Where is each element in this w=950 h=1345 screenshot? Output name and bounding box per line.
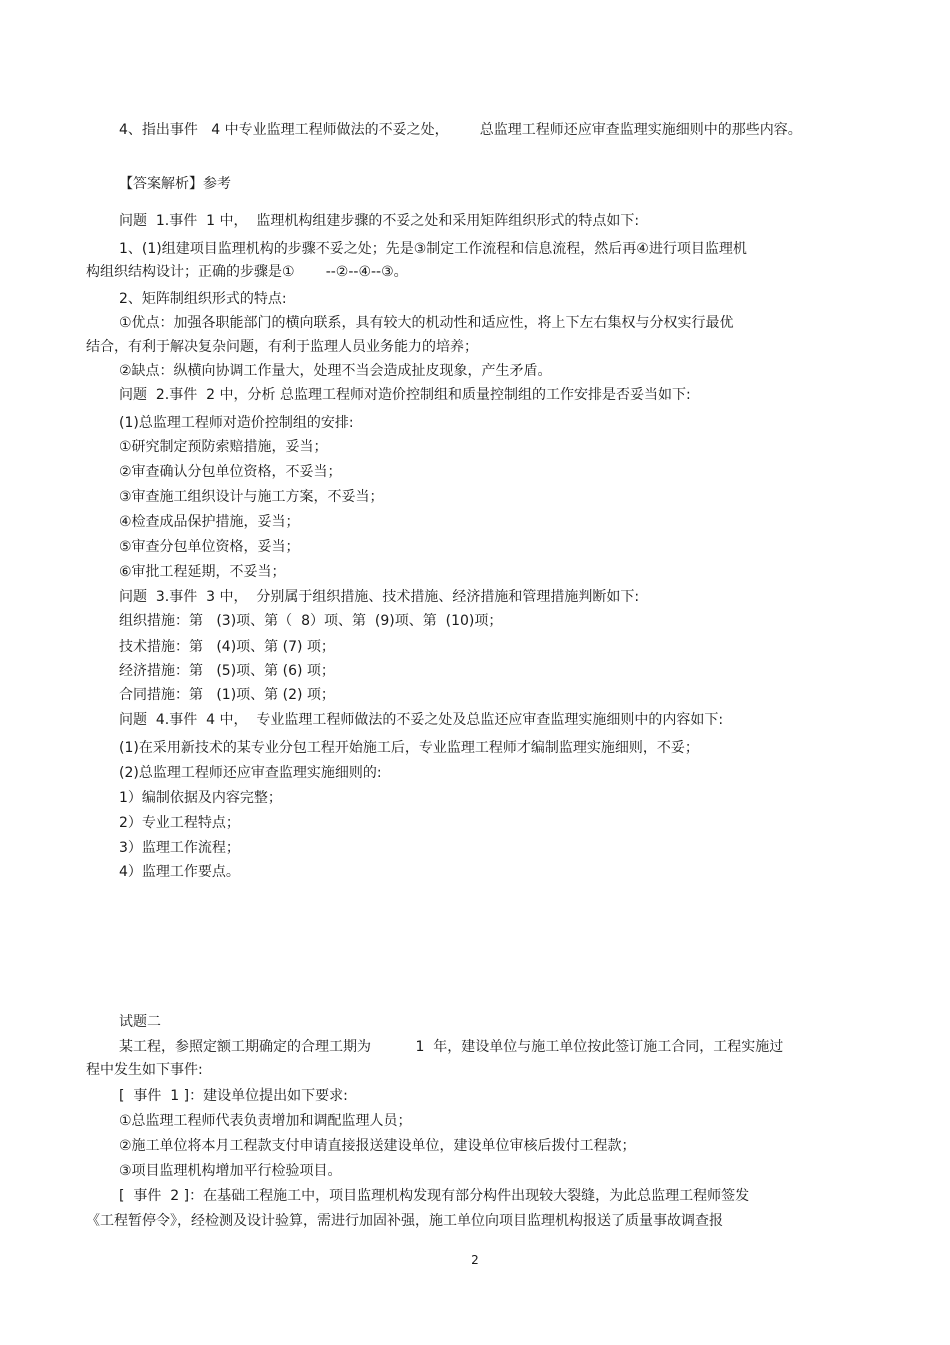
question-heading: 问题 1.事件 1 中， 监理机构组建步骤的不妥之处和采用矩阵组织形式的特点如下: [119, 213, 640, 229]
text-line: 2、矩阵制组织形式的特点: [119, 291, 287, 307]
list-item: 经济措施：第 (5)项、第 (6) 项； [119, 663, 335, 679]
list-item: ⑤审查分包单位资格，妥当； [119, 539, 300, 555]
text-line: 4、指出事件 4 中专业监理工程师做法的不妥之处， 总监理工程师还应审查监理实施细则中的那些内容。 [119, 122, 802, 138]
list-item: 2）专业工程特点； [119, 815, 240, 831]
list-item: ④检查成品保护措施，妥当； [119, 514, 300, 530]
text-line: ①优点：加强各职能部门的横向联系，具有较大的机动性和适应性，将上下左右集权与分权实行最优 [119, 315, 734, 331]
section-heading: 试题二 [119, 1014, 161, 1030]
list-item: ①总监理工程师代表负责增加和调配监理人员； [119, 1113, 412, 1129]
list-item: 1）编制依据及内容完整； [119, 790, 282, 806]
text-line: [ 事件 1 ]：建设单位提出如下要求: [119, 1088, 348, 1104]
list-item: ⑥审批工程延期，不妥当； [119, 564, 286, 580]
list-item: 3）监理工作流程； [119, 840, 240, 856]
text-line: 某工程，参照定额工期确定的合理工期为 1 年，建设单位与施工单位按此签订施工合同，工程实施过 [119, 1039, 784, 1055]
text-line: ②缺点：纵横向协调工作量大，处理不当会造成扯皮现象，产生矛盾。 [119, 363, 552, 379]
section-heading: 【答案解析】参考 [119, 176, 231, 192]
list-item: 组织措施：第 (3)项、第（ 8）项、第 (9)项、第 (10)项； [119, 613, 503, 629]
text-line: (2)总监理工程师还应审查监理实施细则的: [119, 765, 382, 781]
text-line: [ 事件 2 ]：在基础工程施工中，项目监理机构发现有部分构件出现较大裂缝，为此总监理工程师签发 [119, 1188, 750, 1204]
question-heading: 问题 2.事件 2 中，分析 总监理工程师对造价控制组和质量控制组的工作安排是否妥当如下: [119, 387, 691, 403]
list-item: 4）监理工作要点。 [119, 864, 240, 880]
text-line: 《工程暂停令》，经检测及设计验算，需进行加固补强，施工单位向项目监理机构报送了质量事故调查报 [86, 1213, 723, 1229]
question-heading: 问题 4.事件 4 中， 专业监理工程师做法的不妥之处及总监还应审查监理实施细则中的内容如下: [119, 712, 724, 728]
page-number: 2 [471, 1253, 479, 1267]
list-item: 技术措施：第 (4)项、第 (7) 项； [119, 639, 335, 655]
list-item: ②施工单位将本月工程款支付申请直接报送建设单位，建设单位审核后拨付工程款； [119, 1138, 636, 1154]
text-line: 1、(1)组建项目监理机构的步骤不妥之处；先是③制定工作流程和信息流程，然后再④进行项目监理机 [119, 241, 747, 257]
text-line: 结合，有利于解决复杂问题，有利于监理人员业务能力的培养； [86, 339, 478, 355]
list-item: 合同措施：第 (1)项、第 (2) 项； [119, 687, 335, 703]
list-item: ①研究制定预防索赔措施，妥当； [119, 439, 328, 455]
text-line: (1)在采用新技术的某专业分包工程开始施工后，专业监理工程师才编制监理实施细则，不妥； [119, 740, 699, 756]
question-heading: 问题 3.事件 3 中， 分别属于组织措施、技术措施、经济措施和管理措施判断如下: [119, 589, 640, 605]
list-item: ②审查确认分包单位资格，不妥当； [119, 464, 342, 480]
text-line: 构组织结构设计；正确的步骤是① --②--④--③。 [86, 264, 408, 280]
text-line: 程中发生如下事件: [86, 1062, 203, 1078]
list-item: ③审查施工组织设计与施工方案，不妥当； [119, 489, 384, 505]
list-item: ③项目监理机构增加平行检验项目。 [119, 1163, 342, 1179]
text-line: (1)总监理工程师对造价控制组的安排: [119, 415, 354, 431]
